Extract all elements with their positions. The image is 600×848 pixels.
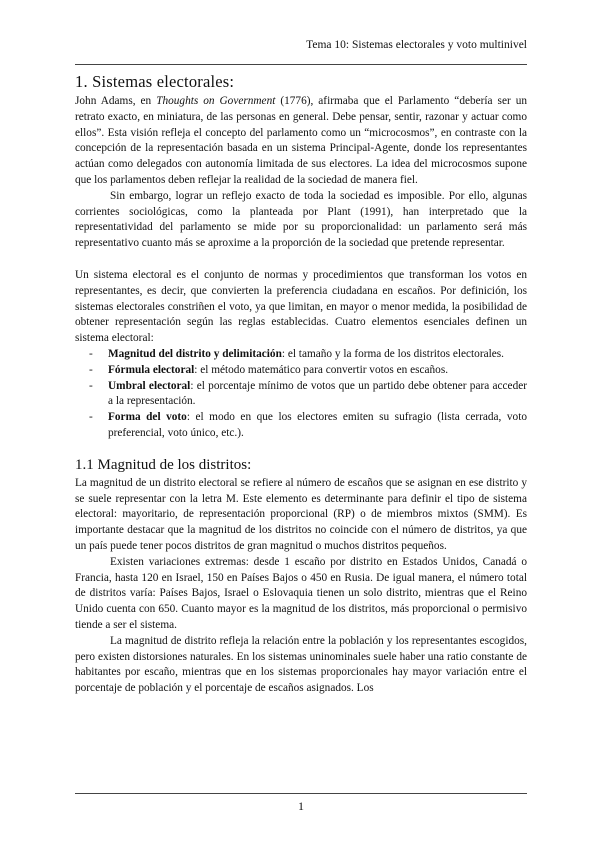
paragraph-definition: Un sistema electoral es el conjunto de normas y procedimientos que transforman los votos en representantes, es decir, que convierten la preferencia ciudadana en escaños. Por definición, los sistemas electorales constriñen el voto, ya que limitan, en mayor o menor medida, la posibilidad de obtener representación según las reglas establecidas. Cuatro elementos esenciales definen un sistema electoral:: [75, 268, 527, 345]
list-item: [75, 410, 527, 442]
paragraph-magnitude: La magnitud de un distrito electoral se refiere al número de escaños que se asignan en ese distrito y se suele representar con la letra M. Este elemento es determinante para definir el tipo de sistema electoral: mayoritario, de representación proporcional (RP) o de miembros mixtos (SMM). Es importante destacar que la magnitud de los distritos no coincide con el número de distritos, ya que un país puede tener pocos distritos de gran magnitud o muchos distritos pequeños.: [75, 476, 527, 552]
list-item-desc: : el tamaño y la forma de los distritos electorales.: [281, 347, 504, 360]
list-item-term: Magnitud del distrito y delimitación: [108, 347, 282, 360]
running-header: Tema 10: Sistemas electorales y voto multinivel: [306, 39, 527, 51]
page-number: 1: [298, 799, 304, 813]
list-dash: -: [89, 347, 93, 360]
paragraph-adams: [75, 94, 527, 189]
header-rule: [75, 64, 527, 65]
section-heading: 1. Sistemas electorales:: [75, 72, 235, 91]
paragraph-adams-rest: (1776), afirmaba que el Parlamento “debería ser un retrato exacto, en miniatura, de las personas en general. Debe pensar, sentir, razonar y actuar como ellos”. Esta visión refleja el concepto del parlamento como un “microcosmos”, en contraste con la concepción de la representación basada en un sistema Principal-Agente, donde los representantes actúan como delegados con autonomía limitada de sus electores. La idea del microcosmos supone que los parlamentos deben reflejar la realidad de la sociedad de manera fiel.: [75, 95, 528, 186]
subsection-heading: 1.1 Magnitud de los distritos:: [75, 456, 252, 473]
list-dash: -: [89, 379, 93, 392]
list-dash: -: [89, 363, 93, 376]
list-item: [75, 363, 527, 379]
list-dash: -: [89, 411, 93, 424]
book-title: Thoughts on Government: [156, 95, 276, 107]
list-item-desc: : el modo en que los electores emiten su sufragio (lista cerrada, voto preferencial, voto único, etc.).: [108, 411, 527, 439]
list-item: [75, 379, 527, 411]
list-item: [75, 347, 527, 363]
footer-rule: [75, 793, 527, 794]
paragraph-plant: Sin embargo, lograr un reflejo exacto de toda la sociedad es imposible. Por ello, algunas corrientes sociológicas, como la planteada por Plant (1991), han interpretado que la representatividad del parlamento se mide por su proporcionalidad: un parlamento será más representativo cuanto más se aproxime a la proporción de la sociedad que pretende representar.: [75, 189, 527, 250]
list-item-desc: : el método matemático para convertir votos en escaños.: [194, 363, 449, 376]
list-item-term: Umbral electoral: [108, 379, 191, 392]
paragraph-adams-lead: John Adams, en: [75, 95, 157, 107]
paragraph-distortions: La magnitud de distrito refleja la relación entre la población y los representantes escogidos, pero existen distorsiones naturales. En los sistemas uninominales suele haber una ratio constante de habitantes por escaño, mientras que en los sistemas proporcionales hay mayor variación entre el porcentaje de población y el porcentaje de escaños asignados. Los: [75, 634, 527, 695]
list-item-term: Forma del voto: [108, 411, 187, 424]
elements-list: [75, 347, 527, 442]
list-item-term: Fórmula electoral: [108, 363, 195, 376]
page-body: [75, 72, 527, 697]
list-item-desc: : el porcentaje mínimo de votos que un partido debe obtener para acceder a la representación.: [108, 379, 527, 408]
paragraph-variations: Existen variaciones extremas: desde 1 escaño por distrito en Estados Unidos, Canadá o Francia, hasta 120 en Israel, 150 en Países Bajos o 450 en Rusia. De igual manera, el número total de distritos varía: Países Bajos, Israel o Eslovaquia tienen un solo distrito, mientras que el Reino Unido cuenta con 650. Cuanto mayor es la magnitud de los distritos, más proporcional o permisivo tiende a ser el sistema.: [75, 555, 527, 631]
